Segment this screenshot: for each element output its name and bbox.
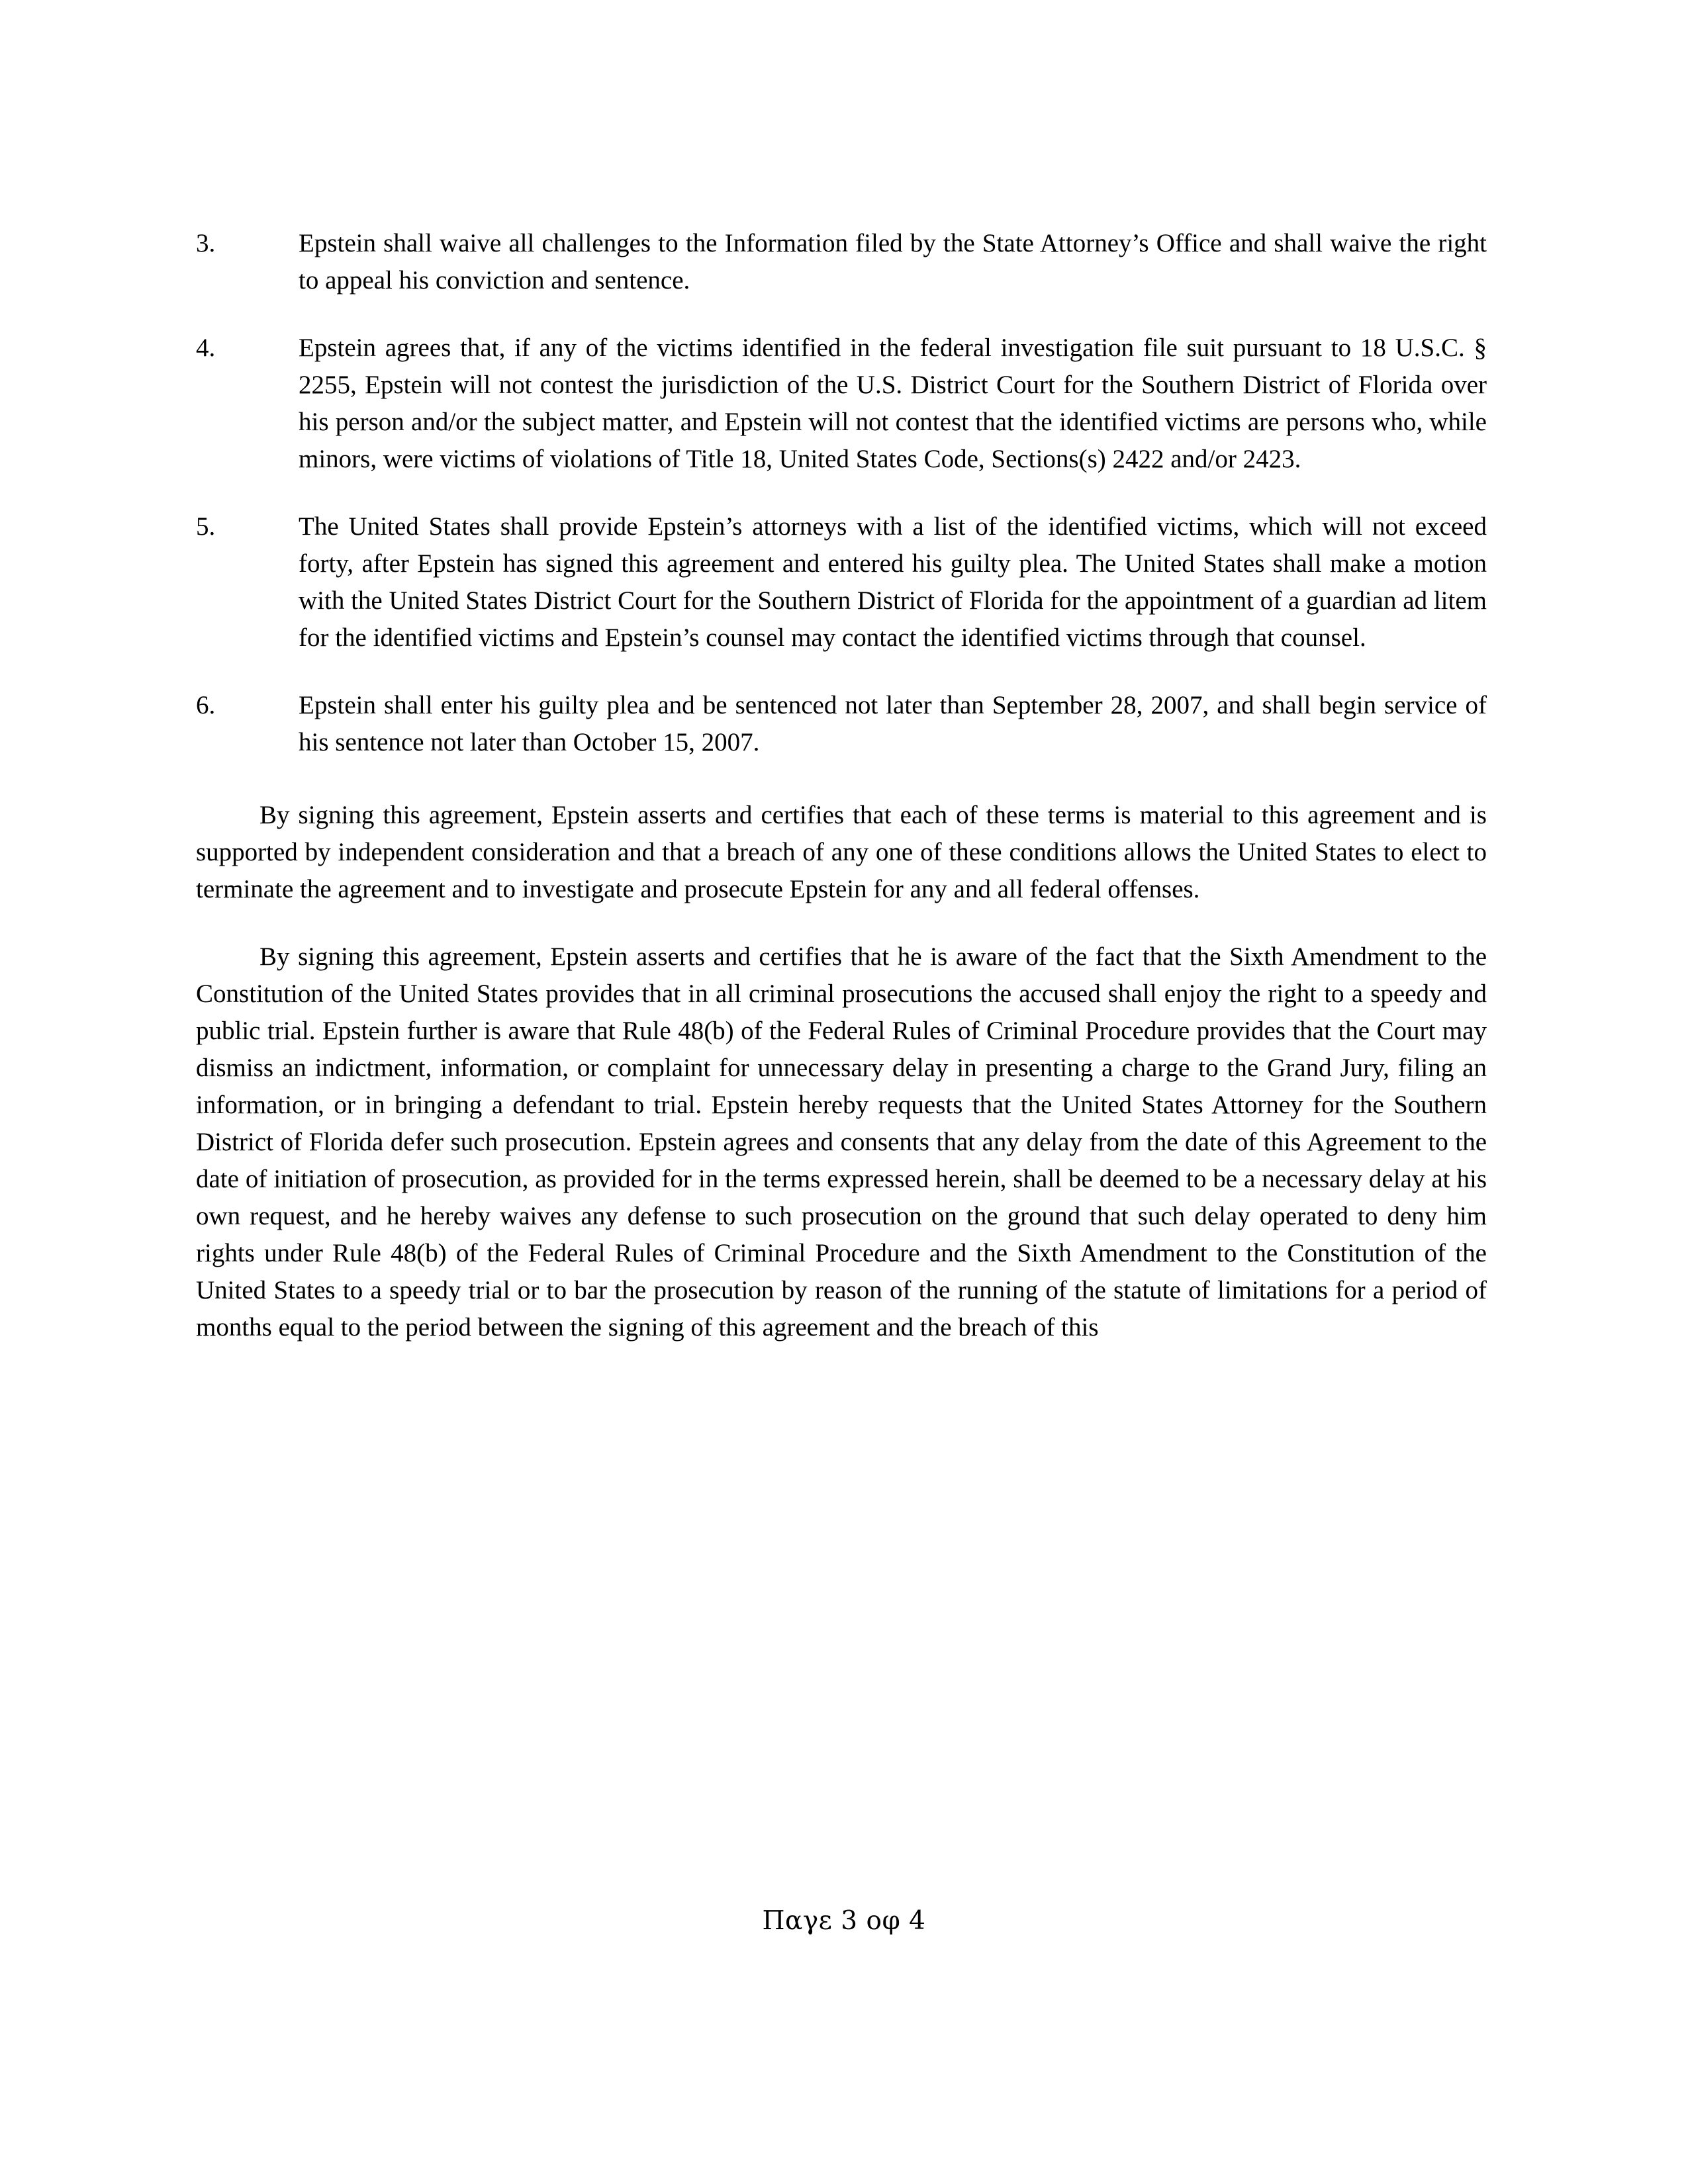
list-item-text: Epstein shall waive all challenges to the Information filed by the State Attorney’s Office and shall waive the right to appeal his conviction and sentence.: [299, 229, 1487, 295]
list-item: [196, 225, 1487, 299]
list-item-text: The United States shall provide Epstein’s attorneys with a list of the identified victims, which will not exceed forty, after Epstein has signed this agreement and entered his guilty plea. The United States shall make a motion with the United States District Court for the Southern District of Florida for the appointment of a guardian ad litem for the identified victims and Epstein’s counsel may contact the identified victims through that counsel.: [299, 512, 1487, 652]
list-item: [196, 330, 1487, 478]
list-item-number: 5.: [196, 512, 216, 541]
paragraph-sixth-amendment: By signing this agreement, Epstein asserts and certifies that he is aware of the fact that the Sixth Amendment to the Constitution of the United States provides that in all criminal prosecutions the accused shall enjoy the right to a speedy and public trial. Epstein further is aware that Rule 48(b) of the Federal Rules of Criminal Procedure provides that the Court may dismiss an indictment, information, or complaint for unnecessary delay in presenting a charge to the Grand Jury, filing an information, or in bringing a defendant to trial. Epstein hereby requests that the United States Attorney for the Southern District of Florida defer such prosecution. Epstein agrees and consents that any delay from the date of this Agreement to the date of initiation of prosecution, as provided for in the terms expressed herein, shall be deemed to be a necessary delay at his own request, and he hereby waives any defense to such prosecution on the ground that such delay operated to deny him rights under Rule 48(b) of the Federal Rules of Criminal Procedure and the Sixth Amendment to the Constitution of the United States to a speedy trial or to bar the prosecution by reason of the running of the statute of limitations for a period of months equal to the period between the signing of this agreement and the breach of this: [196, 942, 1487, 1342]
list-item-number: 4.: [196, 334, 216, 362]
list-item-text: Epstein shall enter his guilty plea and be sentenced not later than September 28, 2007, and shall begin service of his sentence not later than October 15, 2007.: [299, 691, 1487, 756]
list-item-text: Epstein agrees that, if any of the victims identified in the federal investigation file suit pursuant to 18 U.S.C. § 2255, Epstein will not contest the jurisdiction of the U.S. District Court for the Southern District of Florida over his person and/or the subject matter, and Epstein will not contest that the identified victims are persons who, while minors, were victims of violations of Title 18, United States Code, Sections(s) 2422 and/or 2423.: [299, 334, 1487, 473]
paragraph-signing-terms: By signing this agreement, Epstein asserts and certifies that each of these terms is material to this agreement and is supported by independent consideration and that a breach of any one of these conditions allows the United States to elect to terminate the agreement and to investigate and prosecute Epstein for any and all federal offenses.: [196, 801, 1487, 903]
page-footer: [0, 1906, 1688, 1936]
page-number-label: Παγε 3 οφ 4: [762, 1906, 926, 1936]
list-item-number: 3.: [196, 229, 216, 257]
list-item: [196, 508, 1487, 657]
list-item-number: 6.: [196, 691, 216, 719]
list-item: [196, 687, 1487, 761]
document-body: [196, 225, 1487, 1372]
